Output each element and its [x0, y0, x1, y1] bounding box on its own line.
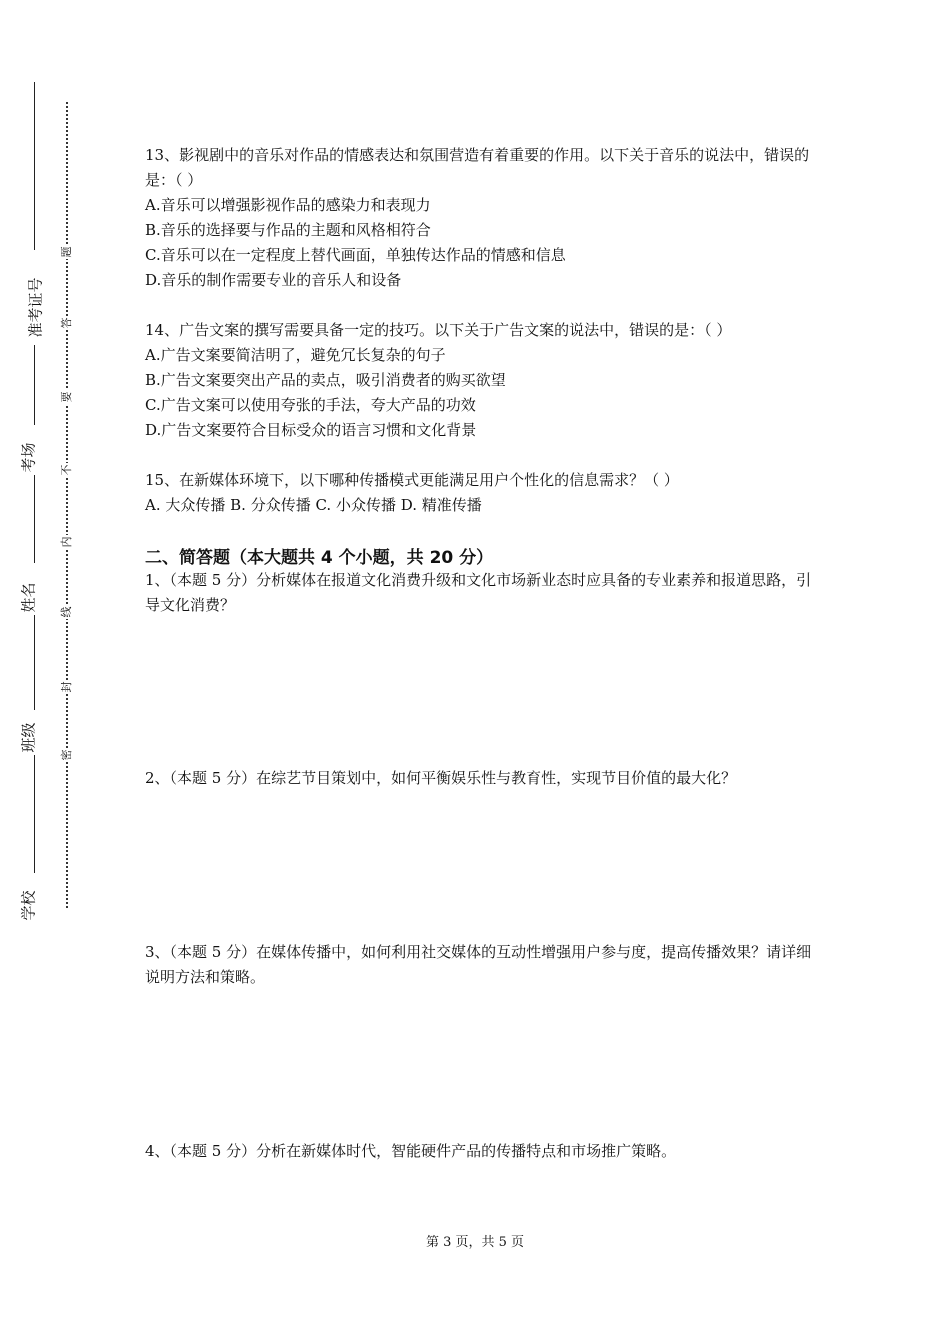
- short-answer-2: 2、（本题 5 分）在综艺节目策划中，如何平衡娱乐性与教育性，实现节目价值的最大化？: [145, 769, 737, 787]
- field-label-school: 学校: [19, 890, 38, 921]
- seal-dotted-line: [66, 102, 68, 908]
- seal-char: 密: [60, 749, 73, 761]
- seal-char: 线: [60, 606, 73, 618]
- seal-char: 不: [60, 464, 73, 476]
- question-14-option-b: B.广告文案要突出产品的卖点，吸引消费者的购买欲望: [145, 371, 506, 389]
- short-answer-1: 1、（本题 5 分）分析媒体在报道文化消费升级和文化市场新业态时应具备的专业素养和报道思路，引导文化消费？: [145, 571, 812, 614]
- seal-char: 答: [60, 317, 73, 329]
- seal-char: 内: [60, 536, 73, 548]
- field-label-name: 姓名: [19, 582, 38, 613]
- field-line-kc: [34, 345, 35, 425]
- question-15-stem: 15、在新媒体环境下，以下哪种传播模式更能满足用户个性化的信息需求？（ ）: [145, 471, 679, 489]
- short-answer-3: 3、（本题 5 分）在媒体传播中，如何利用社交媒体的互动性增强用户参与度，提高传播效果？请详细说明方法和策略。: [145, 943, 812, 986]
- question-14-option-a: A.广告文案要简洁明了，避免冗长复杂的句子: [145, 346, 446, 364]
- question-13-option-a: A.音乐可以增强影视作品的感染力和表现力: [145, 196, 431, 214]
- field-label-exam-room: 考场: [19, 442, 38, 473]
- page-footer: 第 3 页，共 5 页: [425, 1235, 525, 1250]
- question-13-stem: 13、影视剧中的音乐对作品的情感表达和氛围营造有着重要的作用。以下关于音乐的说法中，错误的是：（ ）: [145, 146, 810, 189]
- question-14-stem: 14、广告文案的撰写需要具备一定的技巧。以下关于广告文案的说法中，错误的是：（ ）: [145, 321, 732, 339]
- section-2-title: 二、简答题（本大题共 4 个小题，共 20 分）: [145, 548, 494, 568]
- field-line-zkzh: [34, 82, 35, 250]
- field-line-bj: [34, 615, 35, 710]
- question-15-options: A. 大众传播 B. 分众传播 C. 小众传播 D. 精准传播: [145, 496, 482, 514]
- question-13-option-d: D.音乐的制作需要专业的音乐人和设备: [145, 271, 402, 289]
- seal-char: 封: [60, 681, 73, 693]
- seal-char: 要: [60, 391, 73, 403]
- short-answer-4: 4、（本题 5 分）分析在新媒体时代，智能硬件产品的传播特点和市场推广策略。: [145, 1142, 677, 1160]
- question-13-option-c: C.音乐可以在一定程度上替代画面，单独传达作品的情感和信息: [145, 246, 566, 264]
- question-13-option-b: B.音乐的选择要与作品的主题和风格相符合: [145, 221, 431, 239]
- field-label-exam-number: 准考证号: [26, 277, 45, 338]
- field-line-xx: [34, 755, 35, 873]
- seal-char: 题: [60, 246, 73, 258]
- question-14-option-d: D.广告文案要符合目标受众的语言习惯和文化背景: [145, 421, 477, 439]
- field-line-xm: [34, 475, 35, 563]
- field-label-class: 班级: [19, 722, 38, 753]
- question-14-option-c: C.广告文案可以使用夸张的手法，夸大产品的功效: [145, 396, 476, 414]
